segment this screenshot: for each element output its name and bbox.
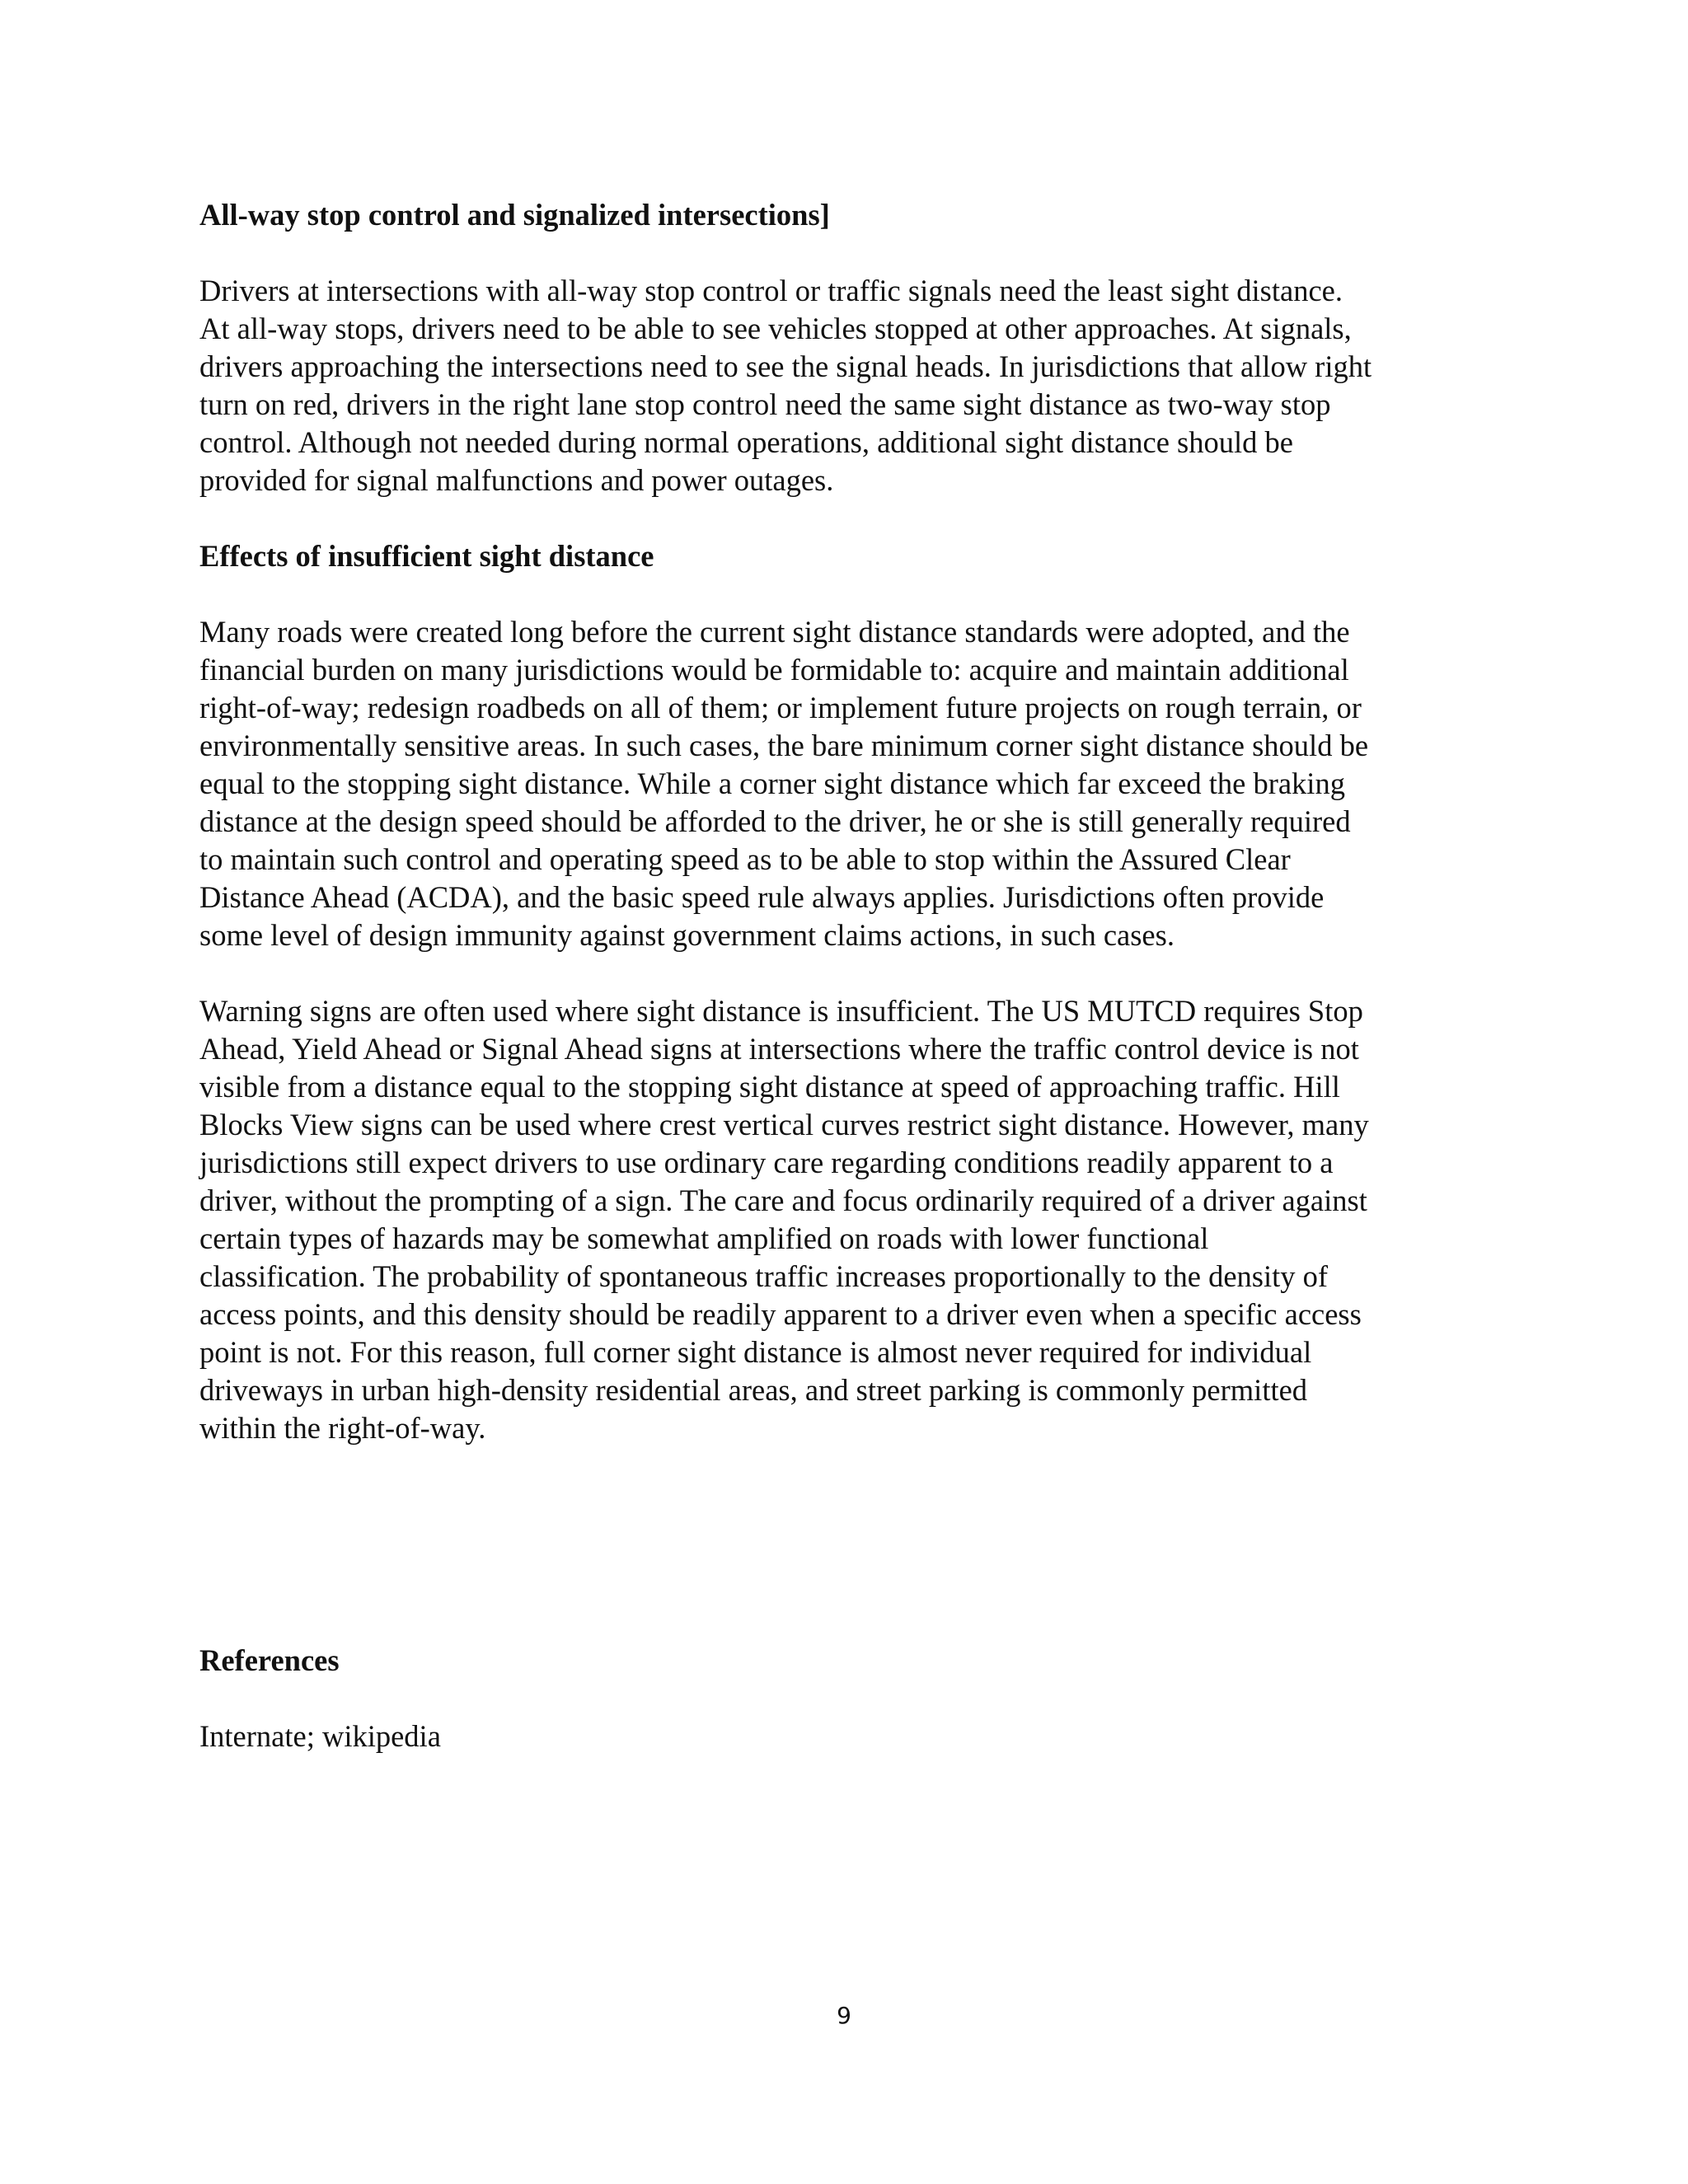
text-line: turn on red, drivers in the right lane stop control need the same sight distance as two-way stop	[199, 387, 1331, 421]
text-line: Ahead, Yield Ahead or Signal Ahead signs at intersections where the traffic control device is not	[199, 1032, 1359, 1066]
references-heading: References	[199, 1643, 340, 1677]
text-line: Warning signs are often used where sight distance is insufficient. The US MUTCD requires Stop	[199, 994, 1363, 1028]
references-text: Internate; wikipedia	[199, 1719, 441, 1753]
text-line: distance at the design speed should be afforded to the driver, he or she is still generally required	[199, 804, 1351, 838]
text-line: Drivers at intersections with all-way stop control or traffic signals need the least sight distance.	[199, 274, 1343, 307]
document-body	[199, 196, 1493, 1485]
text-line: environmentally sensitive areas. In such cases, the bare minimum corner sight distance should be	[199, 729, 1369, 762]
text-line: some level of design immunity against government claims actions, in such cases.	[199, 918, 1175, 952]
text-line: point is not. For this reason, full corner sight distance is almost never required for individual	[199, 1335, 1312, 1369]
paragraph-all-way-stop	[199, 272, 1493, 499]
text-line: financial burden on many jurisdictions would be formidable to: acquire and maintain additional	[199, 653, 1349, 687]
text-line: classification. The probability of spontaneous traffic increases proportionally to the density of	[199, 1259, 1329, 1293]
paragraph-warning-signs	[199, 992, 1493, 1447]
text-line: control. Although not needed during normal operations, additional sight distance should be	[199, 425, 1293, 459]
text-line: equal to the stopping sight distance. While a corner sight distance which far exceed the braking	[199, 766, 1345, 800]
text-line: At all-way stops, drivers need to be able to see vehicles stopped at other approaches. At signals,	[199, 312, 1352, 345]
text-line: driveways in urban high-density residential areas, and street parking is commonly permitted	[199, 1373, 1308, 1407]
text-line: access points, and this density should be readily apparent to a driver even when a specific access	[199, 1297, 1362, 1331]
section-heading-insufficient-sight-distance: Effects of insufficient sight distance	[199, 539, 654, 573]
text-line: Distance Ahead (ACDA), and the basic speed rule always applies. Jurisdictions often provide	[199, 880, 1325, 914]
text-line: to maintain such control and operating speed as to be able to stop within the Assured Clear	[199, 842, 1291, 876]
text-line: certain types of hazards may be somewhat amplified on roads with lower functional	[199, 1221, 1209, 1255]
references-section	[199, 1642, 1493, 1793]
text-line: Blocks View signs can be used where crest vertical curves restrict sight distance. However, many	[199, 1108, 1369, 1141]
text-line: right-of-way; redesign roadbeds on all of them; or implement future projects on rough terrain, or	[199, 691, 1362, 724]
text-line: driver, without the prompting of a sign. The care and focus ordinarily required of a driver against	[199, 1183, 1367, 1217]
paragraph-roads-standards	[199, 613, 1493, 954]
text-line: provided for signal malfunctions and power outages.	[199, 463, 834, 497]
text-line: drivers approaching the intersections need to see the signal heads. In jurisdictions that allow right	[199, 349, 1372, 383]
text-line: Many roads were created long before the current sight distance standards were adopted, and the	[199, 615, 1350, 649]
section-heading-all-way-stop: All-way stop control and signalized intersections]	[199, 198, 830, 232]
text-line: visible from a distance equal to the stopping sight distance at speed of approaching traffic. Hill	[199, 1070, 1340, 1104]
page-number: 9	[837, 2002, 851, 2029]
text-line: within the right-of-way.	[199, 1411, 486, 1445]
text-line: jurisdictions still expect drivers to use ordinary care regarding conditions readily apparent to a	[199, 1146, 1334, 1179]
